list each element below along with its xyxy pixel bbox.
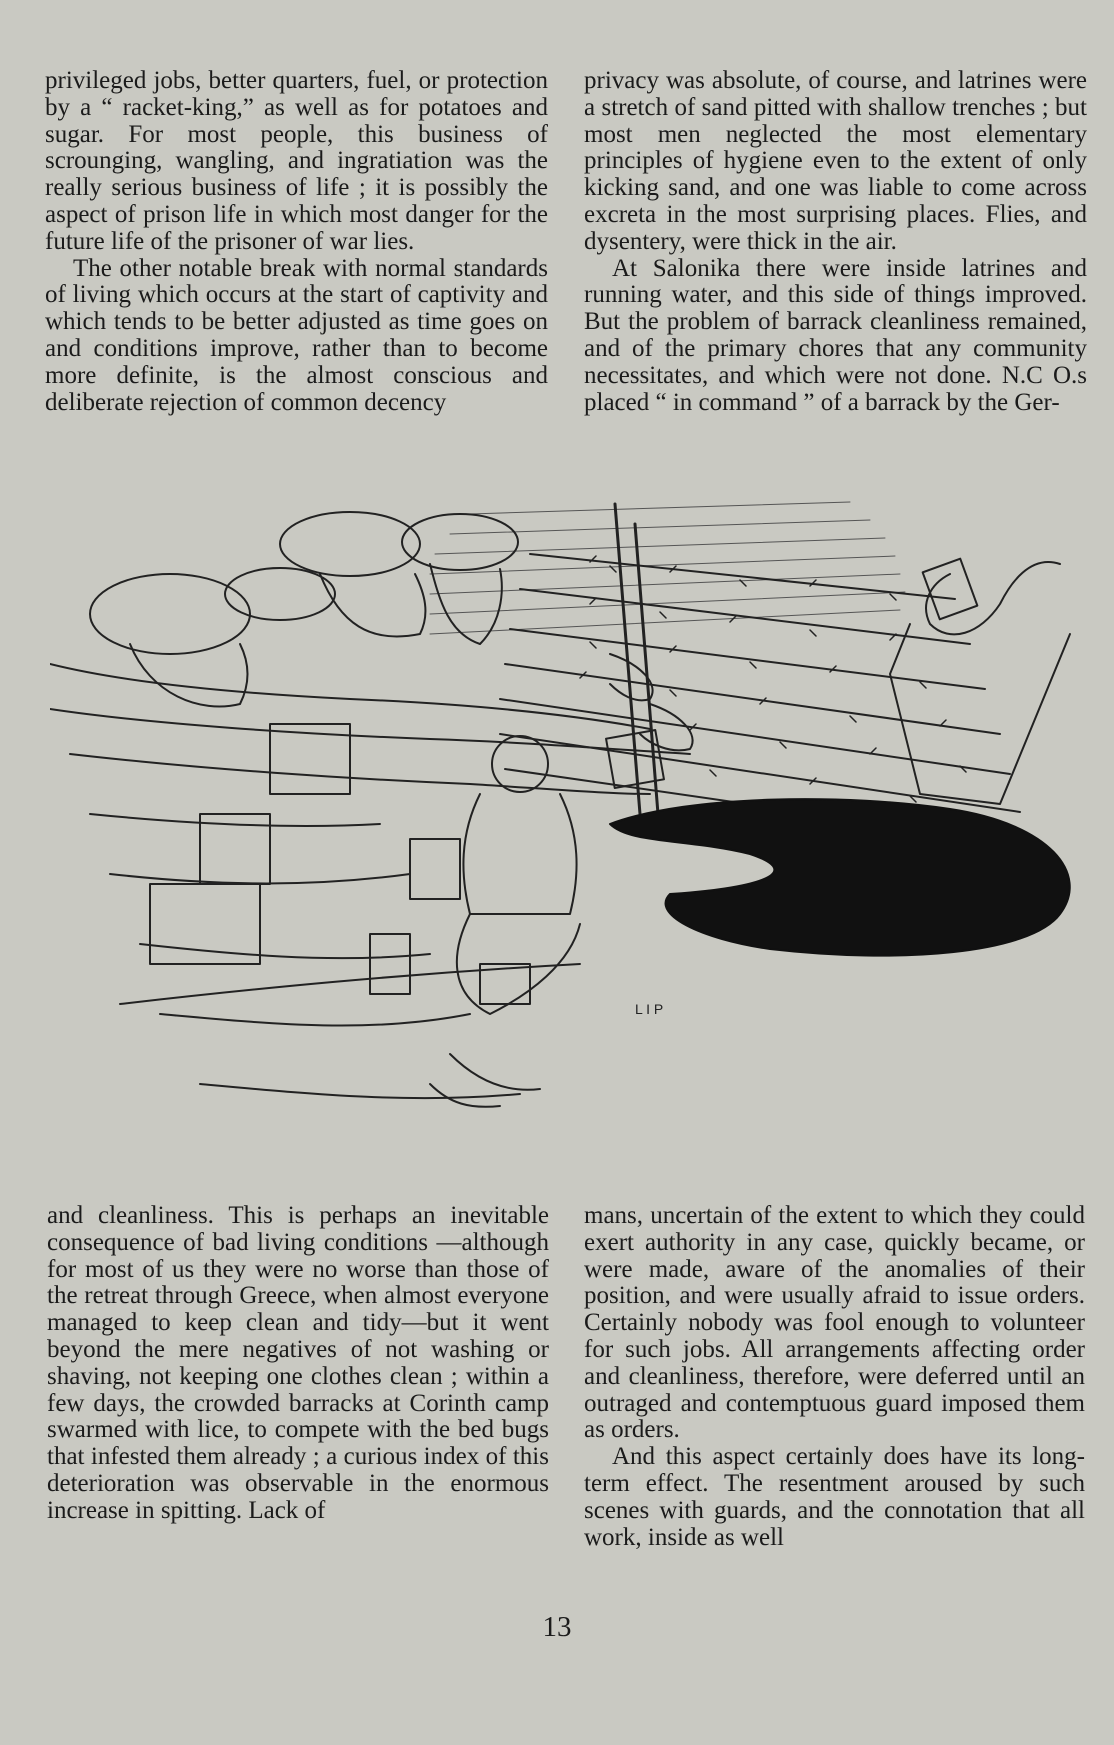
prisoners-group [50, 512, 693, 1107]
prisoners-at-wire-illustration [50, 494, 1090, 1200]
ground-shadow [610, 799, 1070, 955]
paragraph: privacy was absolute, of course, and latrines were a stretch of sand pitted with shallow trenches ; but most men neglected the most elementary principles of hygiene even to the extent of only kicking sand, and one was liable to come across excreta in the most surprising places. Flies, and dysentery, were thick in the air. [584, 67, 1087, 255]
paragraph: The other notable break with normal standards of living which occurs at the start of captivity and which tends to be better adjusted as time goes on and conditions improve, rather than to become more definite, is the almost conscious and deliberate rejection of common decency [45, 254, 548, 416]
column-bottom-right [584, 1203, 1085, 1551]
paragraph: At Salonika there were inside latrines and running water, and this side of things improved. But the problem of barrack cleanliness remained, and of the primary chores that any community necessitates, and which were not done. N.C O.s placed “ in command ” of a barrack by the Ger- [584, 254, 1087, 416]
illustration-signature: L I P [635, 1001, 664, 1017]
column-top-right [584, 68, 1087, 416]
paragraph: privileged jobs, better quarters, fuel, or protection by a “ racket-king,” as well as for potatoes and sugar. For most people, this business of scrounging, wangling, and ingratiation was the really serious business of life ; it is possibly the aspect of prison life in which most danger for the future life of the prisoner of war lies. [45, 67, 548, 255]
paragraph: mans, uncertain of the extent to which they could exert authority in any case, quickly became, or were made, aware of the anomalies of their position, and were usually afraid to issue orders. Certainly nobody was fool enough to volunteer for such jobs. All arrangements affecting order and cleanliness, therefore, were deferred until an outraged and contemptuous guard imposed them as orders. [584, 1202, 1085, 1444]
column-top-left [45, 68, 548, 416]
barbed-wire-fence [500, 504, 1025, 844]
page-number: 13 [542, 1611, 572, 1643]
paragraph: and cleanliness. This is perhaps an inevitable consequence of bad living conditions —although for most of us they were no worse than those of the retreat through Greece, when almost everyone managed to keep clean and tidy—but it went beyond the mere negatives of not washing or shaving, not keeping one clothes clean ; within a few days, the crowded barracks at Corinth camp swarmed with lice, to compete with the bed bugs that infested them already ; a curious index of this deterioration was observable in the enormous increase in spitting. Lack of [47, 1202, 549, 1524]
column-bottom-left [47, 1203, 549, 1525]
paragraph: And this aspect certainly does have its long-term effect. The resentment aroused by such scenes with guards, and the connotation that all work, inside as well [584, 1443, 1085, 1551]
